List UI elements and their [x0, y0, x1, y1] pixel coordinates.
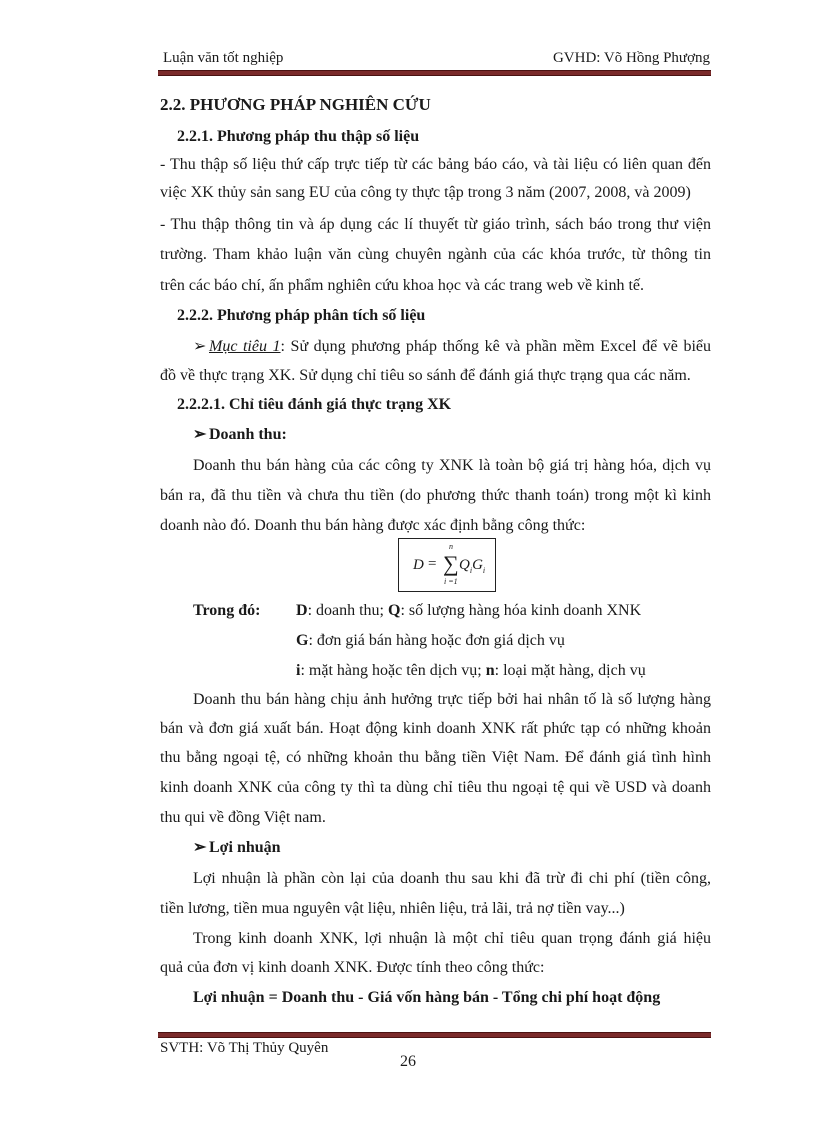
- paragraph-line: - Thu thập số liệu thứ cấp trực tiếp từ các bảng báo cáo, và tài liệu có liên quan đến: [160, 156, 711, 173]
- where-label: Trong đó:: [193, 602, 261, 619]
- revenue-heading: ➢ Doanh thu:: [193, 426, 287, 443]
- paragraph-line: quả của đơn vị kinh doanh XNK. Được tính theo công thức:: [160, 959, 545, 976]
- definition-line: i: mặt hàng hoặc tên dịch vụ; n: loại mặt hàng, dịch vụ: [296, 662, 646, 679]
- paragraph-line: đồ về thực trạng XK. Sử dụng chỉ tiêu so sánh để đánh giá thực trạng qua các năm.: [160, 367, 691, 384]
- subsection-title-analysis: 2.2.2. Phương pháp phân tích số liệu: [177, 307, 426, 324]
- header-thesis-label: Luận văn tốt nghiệp: [163, 50, 284, 66]
- profit-heading: ➢ Lợi nhuận: [193, 839, 281, 856]
- paragraph-line: bán và đơn giá xuất bán. Hoạt động kinh doanh XNK rất phức tạp có những khoản: [160, 720, 711, 737]
- arrow-bullet-icon: ➢: [193, 338, 207, 355]
- header-advisor: GVHD: Võ Hồng Phượng: [552, 50, 710, 66]
- paragraph-line: việc XK thủy sản sang EU của công ty thực tập trong 3 năm (2007, 2008, và 2009): [160, 184, 691, 201]
- summation-symbol: ∑: [443, 551, 459, 576]
- paragraph-line: tiền lương, tiền mua nguyên vật liệu, nhiên liệu, trả lãi, trả nợ tiền vay...): [160, 900, 625, 917]
- definition-line: D: doanh thu; Q: số lượng hàng hóa kinh doanh XNK: [296, 602, 642, 619]
- paragraph-line: bán ra, đã thu tiền và chưa thu tiền (do phương thức thanh toán) trong một kì kinh: [160, 487, 711, 504]
- paragraph-line: trường. Tham khảo luận văn cùng chuyên ngành của các khóa trước, từ thông tin: [160, 246, 711, 263]
- arrow-bullet-icon: ➢: [193, 839, 207, 856]
- footer-rule: [158, 1032, 711, 1038]
- paragraph-line: thu bằng ngoại tệ, có những khoản thu bằng tiền Việt Nam. Để đánh giá tình hình: [160, 749, 711, 766]
- paragraph-line: Trong kinh doanh XNK, lợi nhuận là một chỉ tiêu quan trọng đánh giá hiệu: [193, 930, 711, 947]
- paragraph-line: Doanh thu bán hàng của các công ty XNK là toàn bộ giá trị hàng hóa, dịch vụ: [193, 457, 711, 474]
- objective-line: ➢ Mục tiêu 1: Sử dụng phương pháp thống kê và phần mềm Excel để vẽ biểu: [193, 338, 711, 355]
- profit-formula: Lợi nhuận = Doanh thu - Giá vốn hàng bán - Tổng chi phí hoạt động: [193, 989, 661, 1006]
- definition-line: G: đơn giá bán hàng hoặc đơn giá dịch vụ: [296, 632, 565, 649]
- revenue-formula: D = n ∑ i =1 $Q_iG_i$: [398, 538, 496, 592]
- header-rule: [158, 70, 711, 76]
- objective-label: Mục tiêu 1: [209, 338, 281, 355]
- paragraph-line: kinh doanh XNK của công ty thì ta dùng chỉ tiêu thu ngoại tệ qui về USD và doanh: [160, 779, 711, 796]
- section-title: 2.2. PHƯƠNG PHÁP NGHIÊN CỨU: [160, 95, 431, 114]
- page-number: 26: [400, 1053, 416, 1070]
- paragraph-line: - Thu thập thông tin và áp dụng các lí thuyết từ giáo trình, sách báo trong thư viện: [160, 216, 711, 233]
- subsubsection-title: 2.2.2.1. Chỉ tiêu đánh giá thực trạng XK: [177, 396, 452, 413]
- footer-student: SVTH: Võ Thị Thủy Quyên: [160, 1040, 329, 1056]
- subsection-title-collection: 2.2.1. Phương pháp thu thập số liệu: [177, 128, 420, 145]
- paragraph-line: doanh nào đó. Doanh thu bán hàng được xác định bằng công thức:: [160, 517, 586, 534]
- arrow-bullet-icon: ➢: [193, 426, 207, 443]
- paragraph-line: Lợi nhuận là phần còn lại của doanh thu sau khi đã trừ đi chi phí (tiền công,: [193, 870, 711, 887]
- paragraph-line: thu qui về đồng Việt nam.: [160, 809, 326, 826]
- paragraph-line: Doanh thu bán hàng chịu ảnh hưởng trực tiếp bởi hai nhân tố là số lượng hàng: [193, 691, 711, 708]
- paragraph-line: trên các báo chí, ấn phẩm nghiên cứu khoa học và các trang web về kinh tế.: [160, 277, 645, 294]
